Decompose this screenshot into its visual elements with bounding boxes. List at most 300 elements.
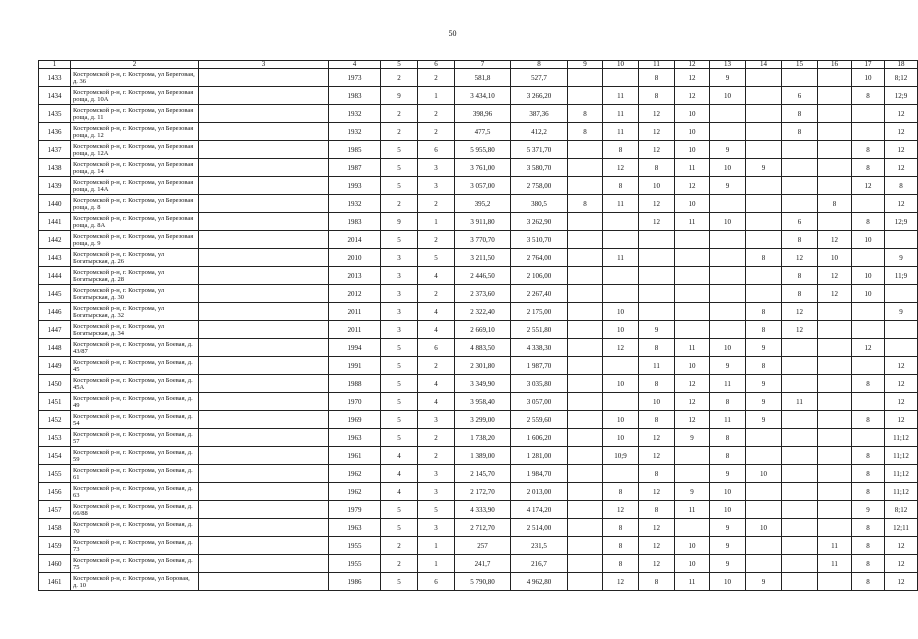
- value-cell: 12: [782, 249, 818, 267]
- value-cell: [782, 177, 818, 195]
- value-cell: [782, 573, 818, 591]
- value-cell: 1973: [329, 69, 381, 87]
- value-cell: 8: [852, 87, 885, 105]
- value-cell: 8: [782, 123, 818, 141]
- value-cell: 10: [603, 375, 639, 393]
- value-cell: 11: [675, 339, 710, 357]
- value-cell: [639, 285, 675, 303]
- value-cell: 12: [675, 177, 710, 195]
- value-cell: 8: [852, 573, 885, 591]
- value-cell: [710, 249, 746, 267]
- value-cell: [818, 483, 852, 501]
- value-cell: [746, 537, 782, 555]
- value-cell: [818, 447, 852, 465]
- value-cell: 9: [746, 411, 782, 429]
- value-cell: 1 281,00: [511, 447, 568, 465]
- value-cell: [818, 519, 852, 537]
- row-number-cell: 1435: [39, 105, 71, 123]
- value-cell: 12: [639, 141, 675, 159]
- value-cell: 8: [852, 447, 885, 465]
- value-cell: 1987: [329, 159, 381, 177]
- address-cell: Костромской р-н, г. Кострома, ул Богатырская, д. 26: [71, 249, 199, 267]
- address-cell: Костромской р-н, г. Кострома, ул Боровая, д. 10: [71, 573, 199, 591]
- value-cell: 1983: [329, 213, 381, 231]
- value-cell: 2: [381, 105, 418, 123]
- value-cell: 6: [782, 87, 818, 105]
- value-cell: 231,5: [511, 537, 568, 555]
- value-cell: 257: [455, 537, 511, 555]
- table-row: [39, 141, 918, 159]
- value-cell: 5: [381, 393, 418, 411]
- value-cell: 11: [675, 573, 710, 591]
- value-cell: 8: [639, 375, 675, 393]
- value-cell: [782, 501, 818, 519]
- value-cell: [818, 213, 852, 231]
- value-cell: 387,36: [511, 105, 568, 123]
- value-cell: 10: [675, 195, 710, 213]
- value-cell: 12: [782, 303, 818, 321]
- value-cell: [782, 519, 818, 537]
- value-cell: 8: [852, 411, 885, 429]
- address-cell: Костромской р-н, г. Кострома, ул Береговая, д. 36: [71, 69, 199, 87]
- value-cell: [746, 177, 782, 195]
- value-cell: 2011: [329, 303, 381, 321]
- value-cell: 3: [418, 483, 455, 501]
- value-cell: 12: [639, 537, 675, 555]
- value-cell: [885, 285, 918, 303]
- value-cell: [199, 537, 329, 555]
- value-cell: [782, 339, 818, 357]
- value-cell: 8: [746, 321, 782, 339]
- value-cell: 10: [675, 123, 710, 141]
- column-header: 11: [639, 61, 675, 69]
- value-cell: 8: [782, 285, 818, 303]
- value-cell: [818, 69, 852, 87]
- value-cell: 380,5: [511, 195, 568, 213]
- value-cell: 4: [418, 321, 455, 339]
- value-cell: [782, 465, 818, 483]
- value-cell: 9: [746, 573, 782, 591]
- value-cell: [199, 555, 329, 573]
- value-cell: 4: [381, 465, 418, 483]
- value-cell: 2 013,00: [511, 483, 568, 501]
- value-cell: [782, 429, 818, 447]
- value-cell: [199, 501, 329, 519]
- value-cell: 5: [418, 249, 455, 267]
- value-cell: 2 446,50: [455, 267, 511, 285]
- value-cell: [746, 195, 782, 213]
- value-cell: [639, 267, 675, 285]
- value-cell: 12;9: [885, 213, 918, 231]
- value-cell: [852, 429, 885, 447]
- value-cell: 10: [746, 465, 782, 483]
- value-cell: [568, 159, 603, 177]
- row-number-cell: 1461: [39, 573, 71, 591]
- address-cell: Костромской р-н, г. Кострома, ул Березовая роща, д. 8А: [71, 213, 199, 231]
- value-cell: [199, 519, 329, 537]
- value-cell: [568, 375, 603, 393]
- value-cell: 11: [603, 195, 639, 213]
- address-cell: Костромской р-н, г. Кострома, ул Березовая роща, д. 14: [71, 159, 199, 177]
- value-cell: [818, 105, 852, 123]
- row-number-cell: 1453: [39, 429, 71, 447]
- value-cell: 412,2: [511, 123, 568, 141]
- value-cell: 1993: [329, 177, 381, 195]
- value-cell: 1: [418, 213, 455, 231]
- value-cell: 12;11: [885, 519, 918, 537]
- value-cell: 10: [603, 321, 639, 339]
- value-cell: 1983: [329, 87, 381, 105]
- value-cell: 9: [710, 519, 746, 537]
- table-row: [39, 447, 918, 465]
- address-cell: Костромской р-н, г. Кострома, ул Боевая, д. 54: [71, 411, 199, 429]
- value-cell: 8: [639, 339, 675, 357]
- row-number-cell: 1434: [39, 87, 71, 105]
- value-cell: 12: [675, 375, 710, 393]
- value-cell: 2 172,70: [455, 483, 511, 501]
- value-cell: 241,7: [455, 555, 511, 573]
- value-cell: 2 301,80: [455, 357, 511, 375]
- value-cell: [568, 555, 603, 573]
- value-cell: 6: [782, 213, 818, 231]
- value-cell: 12: [885, 375, 918, 393]
- value-cell: 5: [381, 231, 418, 249]
- value-cell: 12: [885, 537, 918, 555]
- value-cell: 4: [418, 393, 455, 411]
- value-cell: [782, 159, 818, 177]
- value-cell: 9: [710, 357, 746, 375]
- value-cell: [199, 141, 329, 159]
- value-cell: [603, 69, 639, 87]
- value-cell: 8: [746, 357, 782, 375]
- value-cell: 12: [639, 519, 675, 537]
- value-cell: 10: [818, 249, 852, 267]
- value-cell: 1 738,20: [455, 429, 511, 447]
- table-row: [39, 213, 918, 231]
- value-cell: 2: [381, 555, 418, 573]
- value-cell: [199, 231, 329, 249]
- value-cell: [199, 249, 329, 267]
- value-cell: 3 035,80: [511, 375, 568, 393]
- table-row: [39, 105, 918, 123]
- address-cell: Костромской р-н, г. Кострома, ул Березовая роща, д. 12: [71, 123, 199, 141]
- value-cell: 12: [639, 555, 675, 573]
- value-cell: 8: [782, 105, 818, 123]
- value-cell: 12: [852, 339, 885, 357]
- value-cell: 8: [639, 501, 675, 519]
- value-cell: 1979: [329, 501, 381, 519]
- value-cell: 9: [746, 339, 782, 357]
- value-cell: [199, 375, 329, 393]
- value-cell: [199, 321, 329, 339]
- value-cell: [199, 105, 329, 123]
- value-cell: 2: [418, 123, 455, 141]
- value-cell: [199, 159, 329, 177]
- value-cell: [568, 321, 603, 339]
- value-cell: [199, 213, 329, 231]
- value-cell: 12: [885, 573, 918, 591]
- value-cell: 10: [710, 573, 746, 591]
- value-cell: 3 266,20: [511, 87, 568, 105]
- table-row: [39, 501, 918, 519]
- value-cell: 11: [675, 213, 710, 231]
- value-cell: 3: [381, 303, 418, 321]
- value-cell: [568, 429, 603, 447]
- table-row: [39, 303, 918, 321]
- value-cell: 10: [710, 501, 746, 519]
- value-cell: [199, 177, 329, 195]
- column-header: 13: [710, 61, 746, 69]
- row-number-cell: 1443: [39, 249, 71, 267]
- address-cell: Костромской р-н, г. Кострома, ул Березовая роща, д. 11: [71, 105, 199, 123]
- value-cell: 3 580,70: [511, 159, 568, 177]
- value-cell: 3 434,10: [455, 87, 511, 105]
- value-cell: [710, 267, 746, 285]
- value-cell: 395,2: [455, 195, 511, 213]
- value-cell: 2: [381, 537, 418, 555]
- value-cell: 5: [381, 357, 418, 375]
- value-cell: 12: [885, 195, 918, 213]
- value-cell: 1955: [329, 555, 381, 573]
- row-number-cell: 1455: [39, 465, 71, 483]
- value-cell: [568, 231, 603, 249]
- value-cell: 2 669,10: [455, 321, 511, 339]
- value-cell: 3: [418, 519, 455, 537]
- value-cell: [568, 69, 603, 87]
- value-cell: 3: [381, 267, 418, 285]
- value-cell: [710, 285, 746, 303]
- value-cell: 2 175,00: [511, 303, 568, 321]
- address-cell: Костромской р-н, г. Кострома, ул Богатырская, д. 34: [71, 321, 199, 339]
- value-cell: [675, 303, 710, 321]
- column-header: 8: [511, 61, 568, 69]
- value-cell: 12: [675, 69, 710, 87]
- table-row: [39, 231, 918, 249]
- value-cell: [568, 339, 603, 357]
- value-cell: 2 764,00: [511, 249, 568, 267]
- value-cell: 12: [639, 213, 675, 231]
- address-cell: Костромской р-н, г. Кострома, ул Боевая, д. 45: [71, 357, 199, 375]
- row-number-cell: 1447: [39, 321, 71, 339]
- value-cell: 10: [710, 87, 746, 105]
- value-cell: [818, 177, 852, 195]
- value-cell: 2: [381, 195, 418, 213]
- value-cell: 581,8: [455, 69, 511, 87]
- value-cell: 5: [418, 501, 455, 519]
- value-cell: 8;12: [885, 501, 918, 519]
- row-number-cell: 1438: [39, 159, 71, 177]
- value-cell: 12: [885, 411, 918, 429]
- row-number-cell: 1441: [39, 213, 71, 231]
- value-cell: 3: [381, 285, 418, 303]
- value-cell: 6: [418, 573, 455, 591]
- row-number-cell: 1450: [39, 375, 71, 393]
- value-cell: 10: [639, 177, 675, 195]
- value-cell: [603, 357, 639, 375]
- value-cell: [639, 249, 675, 267]
- value-cell: [746, 429, 782, 447]
- value-cell: [199, 393, 329, 411]
- value-cell: [675, 447, 710, 465]
- address-cell: Костромской р-н, г. Кострома, ул Богатырская, д. 28: [71, 267, 199, 285]
- value-cell: 1970: [329, 393, 381, 411]
- value-cell: [852, 105, 885, 123]
- value-cell: 10: [639, 393, 675, 411]
- value-cell: 8: [639, 87, 675, 105]
- value-cell: 8: [746, 249, 782, 267]
- value-cell: 10: [603, 429, 639, 447]
- value-cell: 9: [710, 141, 746, 159]
- value-cell: 4: [381, 483, 418, 501]
- value-cell: 8: [603, 519, 639, 537]
- value-cell: [782, 357, 818, 375]
- value-cell: 8: [639, 159, 675, 177]
- row-number-cell: 1459: [39, 537, 71, 555]
- value-cell: [568, 87, 603, 105]
- value-cell: 4: [381, 447, 418, 465]
- value-cell: 11: [603, 249, 639, 267]
- value-cell: [818, 321, 852, 339]
- value-cell: [782, 411, 818, 429]
- value-cell: 11: [675, 501, 710, 519]
- value-cell: 2: [381, 123, 418, 141]
- value-cell: [568, 411, 603, 429]
- table-row: [39, 357, 918, 375]
- value-cell: 2: [418, 105, 455, 123]
- value-cell: 12: [885, 159, 918, 177]
- value-cell: 9: [852, 501, 885, 519]
- value-cell: 11: [710, 411, 746, 429]
- value-cell: [568, 465, 603, 483]
- value-cell: 8: [852, 141, 885, 159]
- value-cell: 12: [639, 429, 675, 447]
- value-cell: 1988: [329, 375, 381, 393]
- value-cell: 2012: [329, 285, 381, 303]
- column-header: 17: [852, 61, 885, 69]
- value-cell: 3 262,90: [511, 213, 568, 231]
- value-cell: 2 712,70: [455, 519, 511, 537]
- row-number-cell: 1444: [39, 267, 71, 285]
- value-cell: 9: [746, 375, 782, 393]
- value-cell: 12: [639, 123, 675, 141]
- value-cell: 10: [852, 285, 885, 303]
- address-cell: Костромской р-н, г. Кострома, ул Березовая роща, д. 9: [71, 231, 199, 249]
- address-cell: Костромской р-н, г. Кострома, ул Боевая, д. 70: [71, 519, 199, 537]
- column-header: 1: [39, 61, 71, 69]
- value-cell: 8: [852, 537, 885, 555]
- value-cell: [746, 231, 782, 249]
- value-cell: 9: [710, 69, 746, 87]
- value-cell: 3: [418, 159, 455, 177]
- value-cell: 5: [381, 339, 418, 357]
- value-cell: 4 174,20: [511, 501, 568, 519]
- value-cell: [782, 537, 818, 555]
- value-cell: [199, 69, 329, 87]
- value-cell: 12: [639, 195, 675, 213]
- value-cell: 9: [381, 87, 418, 105]
- value-cell: [818, 375, 852, 393]
- column-header: 5: [381, 61, 418, 69]
- value-cell: [199, 429, 329, 447]
- column-header: 18: [885, 61, 918, 69]
- value-cell: 12: [603, 501, 639, 519]
- value-cell: 12: [782, 321, 818, 339]
- value-cell: 8: [852, 519, 885, 537]
- value-cell: 1932: [329, 105, 381, 123]
- address-cell: Костромской р-н, г. Кострома, ул Березовая роща, д. 14А: [71, 177, 199, 195]
- row-number-cell: 1446: [39, 303, 71, 321]
- value-cell: [782, 555, 818, 573]
- value-cell: 3: [418, 411, 455, 429]
- value-cell: [746, 123, 782, 141]
- value-cell: [710, 123, 746, 141]
- value-cell: 4 883,50: [455, 339, 511, 357]
- table-row: [39, 339, 918, 357]
- table-row: [39, 519, 918, 537]
- value-cell: 11: [710, 375, 746, 393]
- value-cell: 8: [639, 465, 675, 483]
- value-cell: 8: [603, 177, 639, 195]
- value-cell: 5: [381, 429, 418, 447]
- value-cell: [782, 69, 818, 87]
- value-cell: 10: [675, 141, 710, 159]
- value-cell: 2 322,40: [455, 303, 511, 321]
- row-number-cell: 1456: [39, 483, 71, 501]
- row-number-cell: 1439: [39, 177, 71, 195]
- value-cell: [746, 105, 782, 123]
- value-cell: 2 758,00: [511, 177, 568, 195]
- value-cell: [568, 501, 603, 519]
- row-number-cell: 1442: [39, 231, 71, 249]
- value-cell: [746, 501, 782, 519]
- address-cell: Костромской р-н, г. Кострома, ул Березовая роща, д. 12А: [71, 141, 199, 159]
- value-cell: 1932: [329, 123, 381, 141]
- value-cell: [852, 195, 885, 213]
- value-cell: [568, 213, 603, 231]
- value-cell: [710, 195, 746, 213]
- column-header: 14: [746, 61, 782, 69]
- housing-registry-table: [38, 60, 918, 591]
- value-cell: 11;12: [885, 483, 918, 501]
- value-cell: 1986: [329, 573, 381, 591]
- table-row: [39, 321, 918, 339]
- value-cell: 8: [710, 393, 746, 411]
- value-cell: [746, 141, 782, 159]
- value-cell: 1961: [329, 447, 381, 465]
- value-cell: [199, 87, 329, 105]
- value-cell: [746, 483, 782, 501]
- value-cell: 5: [381, 141, 418, 159]
- value-cell: 2 145,70: [455, 465, 511, 483]
- address-cell: Костромской р-н, г. Кострома, ул Боевая, д. 49: [71, 393, 199, 411]
- value-cell: 12: [675, 393, 710, 411]
- value-cell: 10;9: [603, 447, 639, 465]
- value-cell: 1969: [329, 411, 381, 429]
- value-cell: [746, 447, 782, 465]
- row-number-cell: 1448: [39, 339, 71, 357]
- value-cell: 10: [675, 105, 710, 123]
- table-row: [39, 177, 918, 195]
- value-cell: [746, 555, 782, 573]
- value-cell: 1 389,00: [455, 447, 511, 465]
- value-cell: 8: [852, 555, 885, 573]
- value-cell: 8: [885, 177, 918, 195]
- value-cell: [199, 303, 329, 321]
- value-cell: 5: [381, 411, 418, 429]
- value-cell: 5: [381, 159, 418, 177]
- row-number-cell: 1445: [39, 285, 71, 303]
- value-cell: [852, 303, 885, 321]
